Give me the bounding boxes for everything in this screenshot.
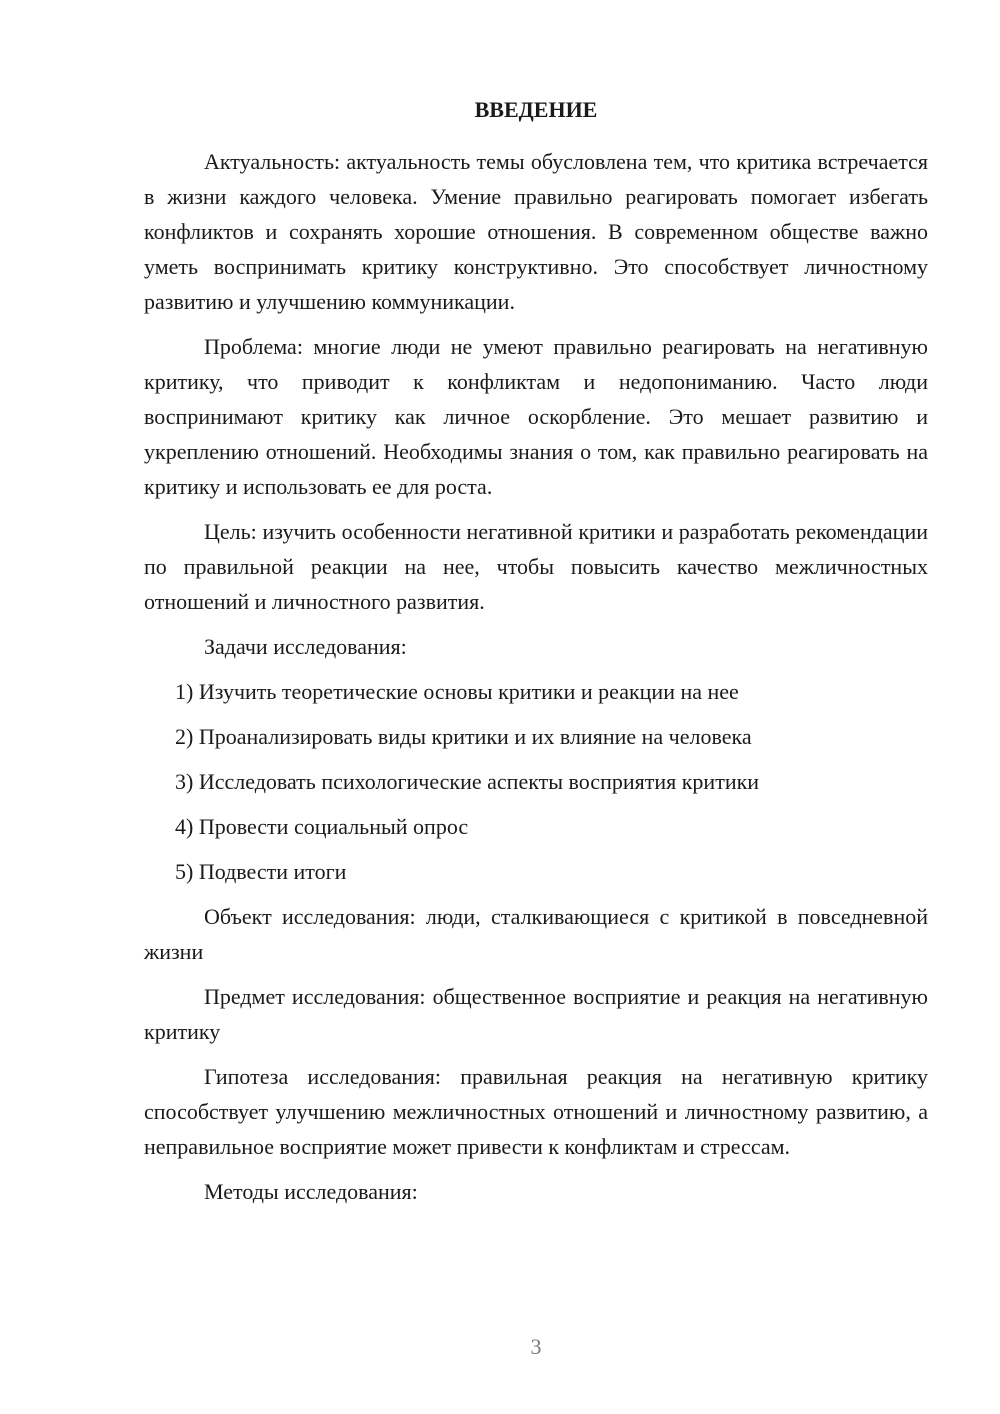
tasks-list bbox=[144, 674, 928, 889]
list-item: 1) Изучить теоретические основы критики и реакции на нее bbox=[175, 679, 739, 704]
page-content bbox=[144, 96, 928, 1219]
list-item: 3) Исследовать психологические аспекты восприятия критики bbox=[175, 769, 760, 794]
list-item: 2) Проанализировать виды критики и их влияние на человека bbox=[175, 724, 752, 749]
paragraph-hypothesis: Гипотеза исследования: правильная реакция на негативную критику способствует улучшению межличностных отношений и личностному развитию, а неправильное восприятие может привести к конфликтам и стрессам. bbox=[144, 1064, 928, 1159]
tasks-heading: Задачи исследования: bbox=[204, 634, 407, 659]
methods-heading: Методы исследования: bbox=[204, 1179, 418, 1204]
list-item: 5) Подвести итоги bbox=[175, 859, 347, 884]
paragraph-goal: Цель: изучить особенности негативной критики и разработать рекомендации по правильной реакции на нее, чтобы повысить качество межличностных отношений и личностного развития. bbox=[144, 519, 928, 614]
paragraph-problem: Проблема: многие люди не умеют правильно реагировать на негативную критику, что приводит к конфликтам и недопониманию. Часто люди воспринимают критику как личное оскорбление. Это мешает развитию и укреплению отношений. Необходимы знания о том, как правильно реагировать на критику и использовать ее для роста. bbox=[144, 334, 928, 499]
paragraph-object: Объект исследования: люди, сталкивающиеся с критикой в повседневной жизни bbox=[144, 904, 928, 964]
list-item: 4) Провести социальный опрос bbox=[175, 814, 469, 839]
paragraph-subject: Предмет исследования: общественное восприятие и реакция на негативную критику bbox=[144, 984, 928, 1044]
paragraph-relevance: Актуальность: актуальность темы обусловлена тем, что критика встречается в жизни каждого человека. Умение правильно реагировать помогает избегать конфликтов и сохранять хорошие отношения. В современном обществе важно уметь воспринимать критику конструктивно. Это способствует личностному развитию и улучшению коммуникации. bbox=[144, 149, 928, 314]
page-number: 3 bbox=[530, 1334, 542, 1359]
page-title: ВВЕДЕНИЕ bbox=[474, 97, 598, 122]
